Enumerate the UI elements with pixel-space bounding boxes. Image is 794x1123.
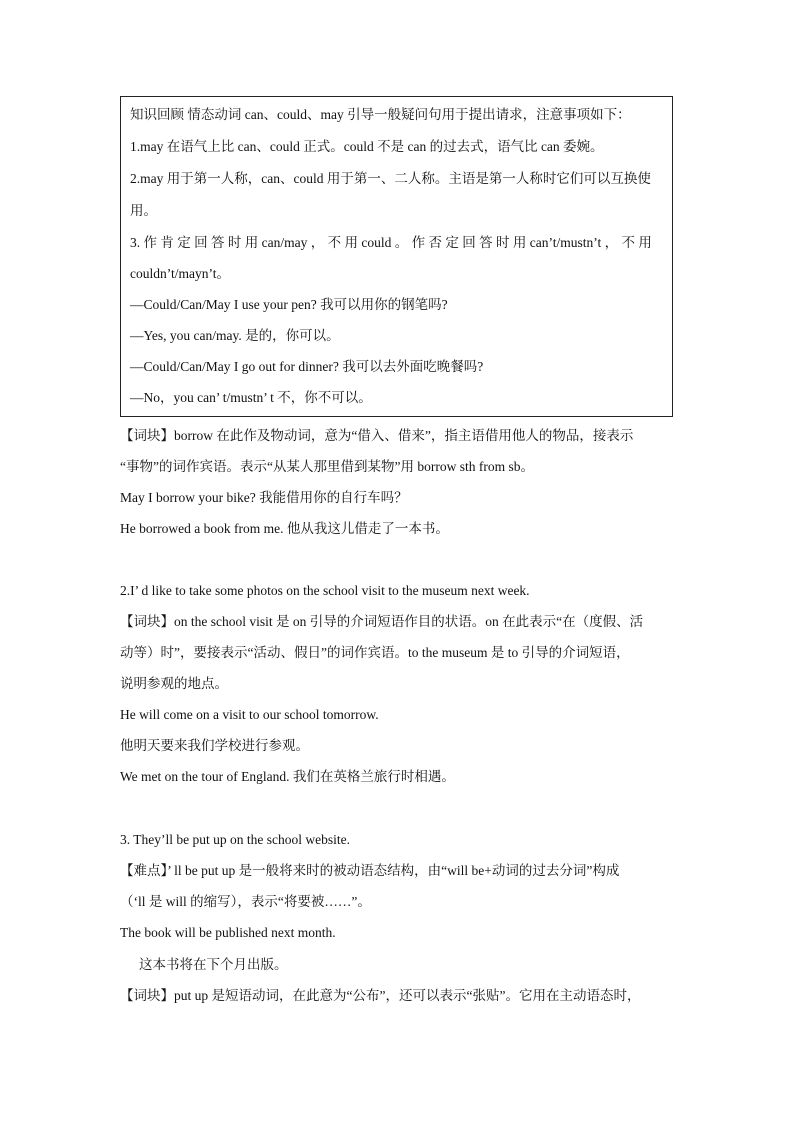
- box-line: —No，you can’ t/mustn’ t 不，你不可以。: [130, 390, 372, 405]
- example-sentence: The book will be published next month.: [120, 925, 336, 940]
- box-line: 知识回顾 情态动词 can、could、may 引导一般疑问句用于提出请求，注意事项如下：: [130, 107, 631, 122]
- example-sentence: May I borrow your bike? 我能借用你的自行车吗？: [120, 490, 408, 505]
- vocab-note: “事物”的词作宾语。表示“从某人那里借到某物”用 borrow sth from sb。: [120, 459, 534, 474]
- vocab-note: 【词块】put up 是短语动词，在此意为“公布”，还可以表示“张贴”。它用在主动语态时，: [120, 988, 641, 1003]
- vocab-note: 说明参观的地点。: [120, 676, 228, 691]
- vocab-note: 动等）时”，要接表示“活动、假日”的词作宾语。to the museum 是 to 引导的介词短语，: [120, 645, 630, 660]
- box-line: —Could/Can/May I go out for dinner? 我可以去外面吃晚餐吗?: [130, 359, 484, 374]
- box-line: —Could/Can/May I use your pen? 我可以用你的钢笔吗?: [130, 297, 448, 312]
- box-line: 3. 作 肯 定 回 答 时 用 can/may ， 不 用 could 。 作 否 定 回 答 时 用 can’t/mustn’t ， 不 用: [130, 235, 652, 250]
- box-line: 1.may 在语气上比 can、could 正式。could 不是 can 的过去式，语气比 can 委婉。: [130, 139, 604, 154]
- knowledge-review-box: [120, 96, 673, 417]
- difficulty-note: （‘ll 是 will 的缩写），表示“将要被……”。: [120, 894, 371, 909]
- example-translation: 他明天要来我们学校进行参观。: [120, 738, 309, 753]
- box-line: —Yes, you can/may. 是的，你可以。: [130, 328, 340, 343]
- difficulty-note: 【难点】’ ll be put up 是一般将来时的被动语态结构，由“will be+动词的过去分词”构成: [120, 863, 620, 878]
- vocab-note: 【词块】borrow 在此作及物动词，意为“借入、借来”，指主语借用他人的物品，接表示: [120, 428, 634, 443]
- item-sentence: 3. They’ll be put up on the school website.: [120, 832, 350, 847]
- example-translation: 这本书将在下个月出版。: [139, 957, 288, 972]
- example-sentence: He borrowed a book from me. 他从我这儿借走了一本书。: [120, 521, 449, 536]
- example-sentence: We met on the tour of England. 我们在英格兰旅行时相遇。: [120, 769, 455, 784]
- example-sentence: He will come on a visit to our school tomorrow.: [120, 707, 379, 722]
- box-line: 用。: [130, 203, 157, 218]
- vocab-note: 【词块】on the school visit 是 on 引导的介词短语作目的状语。on 在此表示“在（度假、活: [120, 614, 644, 629]
- box-line: couldn’t/mayn’t。: [130, 266, 230, 281]
- box-line: 2.may 用于第一人称，can、could 用于第一、二人称。主语是第一人称时它们可以互换使: [130, 171, 651, 186]
- item-sentence: 2.I’ d like to take some photos on the school visit to the museum next week.: [120, 583, 530, 598]
